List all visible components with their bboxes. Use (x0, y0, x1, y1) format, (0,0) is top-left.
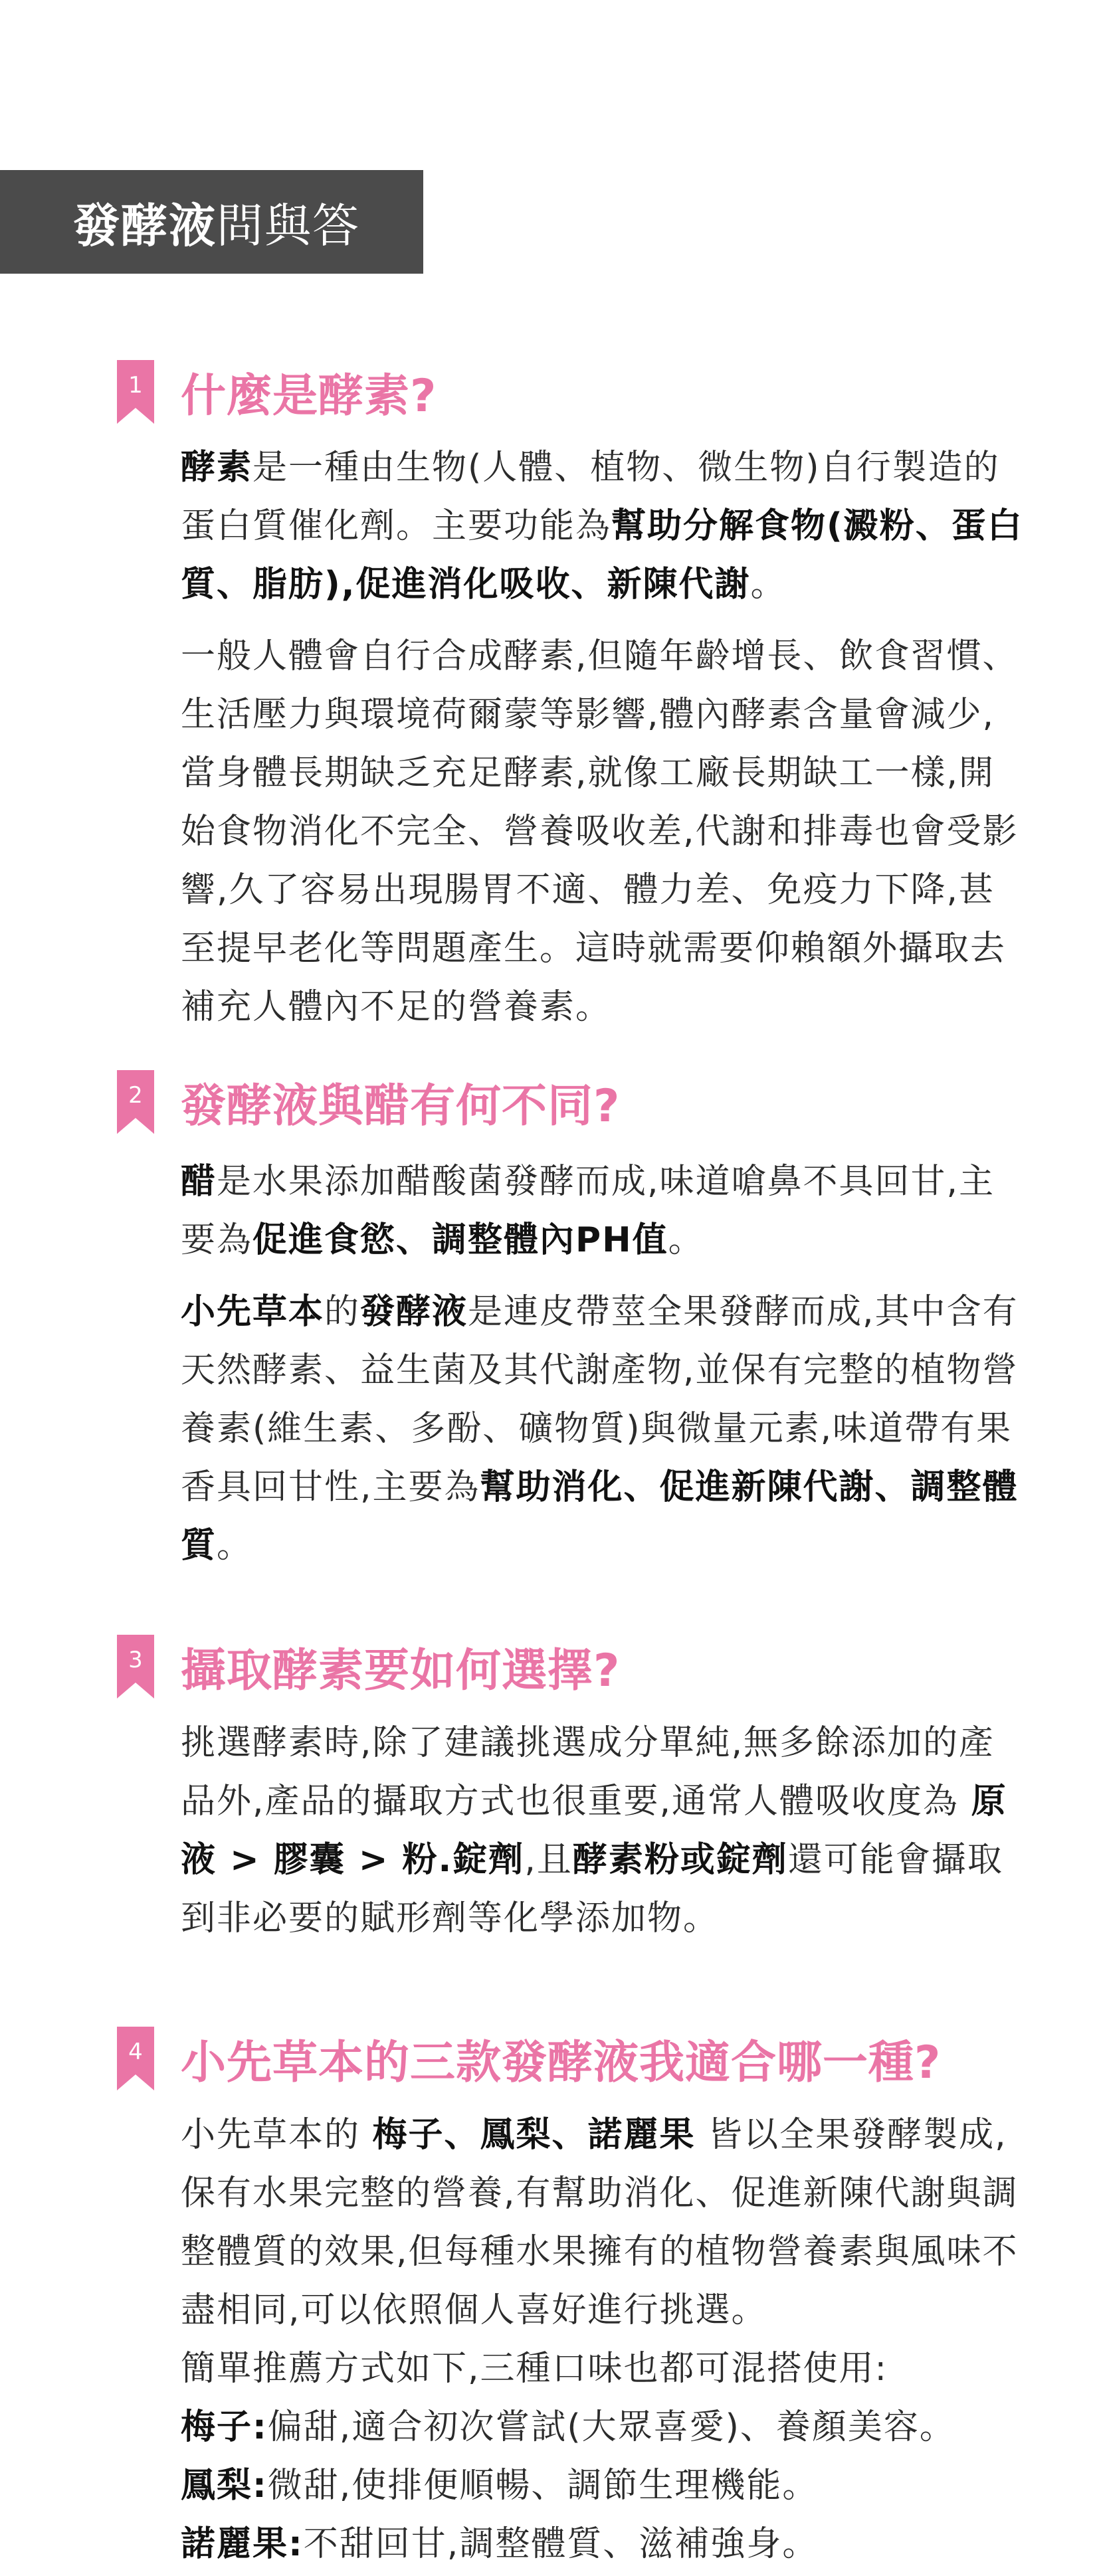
question-4-answer (181, 2106, 1025, 2573)
question-1-heading (117, 355, 437, 428)
bold-term: 促進食慾、調整體內PH值 (252, 1220, 668, 1260)
answer-paragraph (181, 2106, 1025, 2340)
answer-text: 微甜,使排便順暢、調節生理機能。 (267, 2466, 819, 2506)
question-2-heading (117, 1065, 620, 1139)
bookmark-icon (117, 360, 154, 424)
answer-text: ,且 (524, 1840, 573, 1880)
bold-term: 醋 (181, 1162, 217, 1202)
answer-text: 挑選酵素時,除了建議挑選成分單純,無多餘添加的產品外,產品的攝取方式也很重要,通常人體吸收度為 (181, 1723, 995, 1821)
answer-text: 。 (668, 1220, 704, 1260)
question-3-answer (181, 1714, 1025, 1948)
answer-text: 不甜回甘,調整體質、滋補強身。 (303, 2524, 819, 2564)
question-title: 什麼是酵素? (181, 369, 437, 422)
question-3-heading (117, 1630, 620, 1703)
bold-term: 小先草本 (181, 1292, 325, 1332)
question-4-heading (117, 2022, 941, 2095)
answer-paragraph: 簡單推薦方式如下,三種口味也都可混搭使用: (181, 2349, 888, 2389)
bold-term: 原液 > 膠囊 > 粉.錠劑 (181, 1782, 1007, 1880)
bold-term: 梅子: (181, 2407, 268, 2447)
question-title: 發酵液與醋有何不同? (181, 1079, 621, 1133)
question-title: 小先草本的三款發酵液我適合哪一種? (181, 2036, 942, 2089)
answer-paragraph (181, 1714, 1025, 1948)
answer-text: 的 (324, 1292, 361, 1332)
question-number: 4 (128, 2039, 143, 2065)
question-number: 3 (128, 1647, 143, 1673)
bold-term: 酵素粉或錠劑 (572, 1840, 788, 1880)
question-number: 1 (128, 372, 143, 399)
bold-term: 鳳梨: (181, 2466, 268, 2506)
question-2-answer (181, 1152, 1025, 1575)
page-title-bold: 發酵液 (73, 198, 217, 253)
page-title-regular: 問與答 (217, 198, 360, 253)
answer-text: 是連皮帶莖全果發酵而成,其中含有天然酵素、益生菌及其代謝產物,並保有完整的植物營養素(維生素、多酚、礦物質)與微量元素,味道帶有果香具回甘性,主要為 (181, 1292, 1019, 1507)
answer-text: 是水果添加醋酸菌發酵而成,味道嗆鼻不具回甘,主要為 (181, 1162, 995, 1260)
bold-term: 諾麗果: (181, 2524, 304, 2564)
bold-term: 幫助分解食物(澱粉、蛋白質、脂肪),促進消化吸收、新陳代謝 (181, 506, 1023, 604)
list-item (181, 2456, 1025, 2515)
question-1-answer (181, 438, 1025, 1036)
answer-text: 還可能會攝取到非必要的賦形劑等化學添加物。 (181, 1840, 1003, 1938)
bold-term: 酵素 (181, 448, 253, 488)
bold-term: 發酵液 (360, 1292, 468, 1332)
page-title (0, 170, 423, 274)
bookmark-icon (117, 2027, 154, 2090)
question-title: 攝取酵素要如何選擇? (181, 1644, 621, 1697)
answer-paragraph: 一般人體會自行合成酵素,但隨年齡增長、飲食習慣、生活壓力與環境荷爾蒙等影響,體內酵素含量會減少,當身體長期缺乏充足酵素,就像工廠長期缺工一樣,開始食物消化不完全、營養吸收差,代謝和排毒也會受影響,久了容易出現腸胃不適、體力差、免疫力下降,甚至提早老化等問題產生。這時就需要仰賴額外攝取去補充人體內不足的營養素。 (181, 636, 1019, 1027)
answer-paragraph (181, 438, 1025, 614)
answer-text: 偏甜,適合初次嘗試(大眾喜愛)、養顏美容。 (267, 2407, 955, 2447)
answer-paragraph (181, 1152, 1025, 1269)
answer-text: 。 (750, 565, 787, 604)
answer-text: 。 (217, 1526, 253, 1566)
list-item (181, 2515, 1025, 2573)
bold-term: 梅子、鳳梨、諾麗果 (372, 2115, 696, 2155)
answer-text: 是一種由生物(人體、植物、微生物)自行製造的蛋白質催化劑。主要功能為 (181, 448, 1000, 546)
bold-term: 幫助消化、促進新陳代謝、調整體質 (181, 1467, 1019, 1566)
answer-text: 小先草本的 (181, 2115, 373, 2155)
answer-text: 皆以全果發酵製成,保有水果完整的營養,有幫助消化、促進新陳代謝與調整體質的效果,但每種水果擁有的植物營養素與風味不盡相同,可以依照個人喜好進行挑選。 (181, 2115, 1019, 2330)
bookmark-icon (117, 1070, 154, 1134)
list-item (181, 2398, 1025, 2456)
answer-paragraph (181, 1283, 1025, 1575)
bookmark-icon (117, 1635, 154, 1699)
question-number: 2 (128, 1082, 143, 1109)
